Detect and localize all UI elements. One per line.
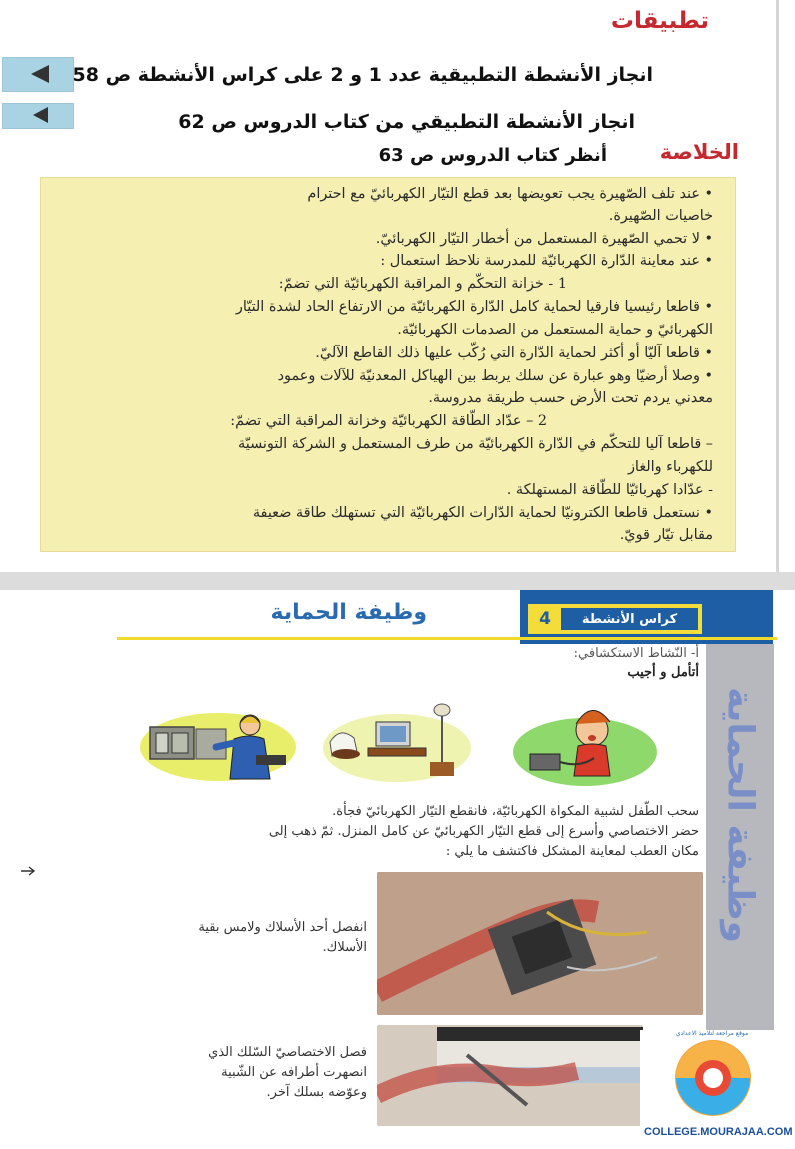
story-line: مكان العطب لمعاينة المشكل فاكتشف ما يلي : bbox=[445, 844, 699, 859]
activity-line-2: انجاز الأنشطة التطبيقي من كتاب الدروس ص 62 bbox=[178, 111, 635, 133]
margin-mark bbox=[20, 862, 38, 874]
activity-intro: أ- النّشاط الاستكشافي: bbox=[573, 646, 699, 661]
arrow-left-icon bbox=[31, 65, 49, 83]
caption-1-line: الأسلاك. bbox=[322, 940, 367, 955]
summary-line: - عدّادا كهربائيّا للطّاقة المستهلكة . bbox=[506, 482, 713, 498]
summary-line: • عند تلف الصّهيرة يجب تعويضها بعد قطع التيّار الكهربائيّ مع احترام bbox=[307, 186, 713, 202]
summary-line: خاصيات الصّهيرة. bbox=[608, 208, 713, 224]
summary-box bbox=[40, 177, 736, 552]
arrow-left-icon bbox=[33, 107, 48, 123]
summary-line: معدني يردم تحت الأرض حسب طريقة مدروسة. bbox=[428, 390, 713, 406]
caption-1-line: انفصل أحد الأسلاك ولامس بقية bbox=[198, 920, 367, 935]
watermark-url: COLLEGE.MOURAJAA.COM bbox=[644, 1126, 793, 1138]
illustration-living-room bbox=[322, 702, 472, 786]
photo-replace-wire bbox=[377, 1025, 643, 1126]
header-rule bbox=[117, 637, 777, 640]
notebook-tab: كراس الأنشطة bbox=[561, 608, 698, 630]
activity-line-1: انجاز الأنشطة التطبيقية عدد 1 و 2 على كراس الأنشطة ص 58 bbox=[72, 64, 653, 86]
illustration-child-shock bbox=[510, 700, 660, 788]
page-separator bbox=[0, 572, 795, 590]
summary-line: مقابل تيّار قويّ. bbox=[619, 527, 713, 543]
summary-line: – قاطعا آليا للتحكّم في الدّارة الكهربائيّة من طرف المستعمل و الشركة التونسيّة bbox=[238, 436, 713, 452]
summary-line: • وصلا أرضيّا وهو عبارة عن سلك يربط بين الهياكل المعدنيّة للآلات وعمود bbox=[277, 368, 713, 384]
section-title: تطبيقات bbox=[610, 8, 709, 34]
nav-back-button-1[interactable] bbox=[2, 57, 74, 92]
summary-line: • عند معاينة الدّارة الكهربائيّة للمدرسة نلاحظ استعمال : bbox=[380, 253, 713, 269]
lesson-number: 4 bbox=[539, 609, 551, 629]
summary-line: الكهربائيّ و حماية المستعمل من الصدمات الكهربائيّة. bbox=[397, 322, 713, 338]
illustration-repairman bbox=[138, 705, 298, 785]
page-right-border bbox=[776, 0, 779, 572]
summary-line: 2 – عدّاد الطّاقة الكهربائيّة وخزانة المراقبة التي تضمّ: bbox=[230, 413, 547, 429]
summary-line: • نستعمل قاطعا الكترونيّا لحماية الدّارات الكهربائيّة التي تستهلك طاقة ضعيفة bbox=[252, 505, 713, 521]
summary-reference: أنظر كتاب الدروس ص 63 bbox=[378, 145, 607, 166]
story-line: سحب الطّفل لشبية المكواة الكهربائيّة، فانقطع التيّار الكهربائيّ فجأة. bbox=[332, 804, 699, 819]
caption-2-line: فصل الاختصاصيّ السّلك الذي bbox=[208, 1045, 367, 1060]
lesson-title: وظيفة الحماية bbox=[270, 600, 427, 625]
caption-2-line: انصهرت أطرافه عن الشّبية bbox=[221, 1065, 367, 1080]
summary-line: • قاطعا رئيسيا فارقيا لحماية كامل الدّارة الكهربائيّة من الارتفاع الحاد لشدة التيّار bbox=[235, 299, 713, 315]
activity-instruction: أتأمل و أجيب bbox=[627, 665, 699, 680]
summary-line: • لا تحمي الصّهيرة المستعمل من أخطار التيّار الكهربائيّ. bbox=[375, 231, 713, 247]
watermark-arc-text: موقع مراجعة لتلاميذ الاعدادي bbox=[675, 1030, 749, 1037]
caption-2-line: وعوّضه بسلك آخر. bbox=[266, 1085, 367, 1100]
photo-broken-wire bbox=[377, 872, 703, 1015]
story-line: حضر الاختصاصي وأسرع إلى قطع التيّار الكهربائيّ عن كامل المنزل. ثمّ ذهب إلى bbox=[268, 824, 699, 839]
side-title: وظيفة الحماية bbox=[719, 686, 761, 944]
nav-back-button-2[interactable] bbox=[2, 103, 74, 129]
summary-line: للكهرباء والغاز bbox=[627, 459, 713, 475]
watermark-logo bbox=[675, 1040, 751, 1116]
summary-line: • قاطعا آليّا أو أكثر لحماية الدّارة التي رُكّب عليها ذلك القاطع الآليّ. bbox=[315, 345, 713, 361]
summary-label: الخلاصة bbox=[659, 140, 739, 164]
summary-line: 1 - خزانة التحكّم و المراقبة الكهربائيّة التي تضمّ: bbox=[278, 276, 567, 292]
